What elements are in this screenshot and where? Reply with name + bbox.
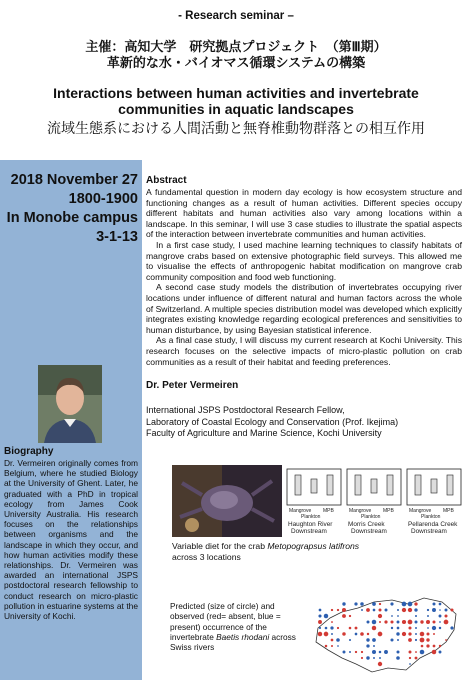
occurrence-present-dot — [420, 650, 425, 655]
occurrence-present-dot — [427, 615, 429, 617]
occurrence-present-dot — [331, 633, 333, 635]
occurrence-absent-dot — [342, 608, 346, 612]
occurrence-absent-dot — [426, 632, 429, 635]
occurrence-absent-dot — [420, 632, 425, 637]
occurrence-present-dot — [355, 633, 358, 636]
occurrence-absent-dot — [337, 609, 339, 611]
occurrence-absent-dot — [414, 602, 417, 605]
occurrence-absent-dot — [349, 627, 352, 630]
occurrence-absent-dot — [337, 627, 339, 629]
box-plot — [327, 475, 333, 495]
occurrence-present-dot — [336, 638, 340, 642]
occurrence-absent-dot — [408, 638, 412, 642]
occurrence-present-dot — [379, 651, 382, 654]
diet-caption-species: Metopograpsus latifrons — [267, 541, 360, 551]
organizer-line: 主催：高知大学 研究拠点プロジェクト （第Ⅲ期） — [85, 39, 387, 54]
occurrence-present-dot — [342, 602, 345, 605]
occurrence-absent-dot — [384, 620, 387, 623]
occurrence-absent-dot — [433, 645, 436, 648]
occurrence-present-dot — [373, 657, 375, 659]
occurrence-present-dot — [379, 657, 381, 659]
panel-label-mpb: MPB — [383, 508, 394, 514]
occurrence-present-dot — [409, 663, 411, 665]
occurrence-absent-dot — [360, 632, 364, 636]
occurrence-present-dot — [337, 645, 339, 647]
switzerland-occurrence-map — [308, 588, 464, 678]
panel-label-plankton: Plankton — [301, 514, 321, 520]
occurrence-present-dot — [319, 609, 322, 612]
panel-position: Downstream — [351, 528, 387, 535]
occurrence-present-dot — [391, 627, 393, 629]
occurrence-present-dot — [319, 627, 321, 629]
occurrence-present-dot — [372, 638, 376, 642]
occurrence-present-dot — [349, 651, 351, 653]
occurrence-absent-dot — [420, 638, 425, 643]
occurrence-present-dot — [415, 639, 417, 641]
occurrence-absent-dot — [378, 662, 382, 666]
occurrence-absent-dot — [378, 614, 382, 618]
occurrence-absent-dot — [390, 620, 393, 623]
occurrence-present-dot — [397, 609, 399, 611]
occurrence-present-dot — [390, 602, 393, 605]
affiliation-line: Laboratory of Coastal Ecology and Conservation (Prof. Ikejima) — [146, 416, 399, 427]
abstract-heading: Abstract — [146, 175, 187, 186]
title-english: Interactions between human activities and invertebrate communities in aquatic landscapes — [53, 85, 419, 117]
occurrence-absent-dot — [349, 615, 351, 617]
biography-text: Dr. Vermeiren originally comes from Belgium, where he studied Biology at the University of Ghent. Later, he graduated with a PhD in tropical ecology from James Cook University Australia. His research focuses on the relationships between organisms and the landscape in which they occur, and how human activities modify these relationships. Dr. Vermeiren was awarded an international JSPS postdoctoral research fellowship to conduct research on micro-plastic pollution in estuarine systems at the University of Kochi. — [4, 458, 138, 622]
occurrence-present-dot — [397, 627, 400, 630]
occurrence-present-dot — [415, 615, 417, 617]
occurrence-absent-dot — [331, 645, 333, 647]
occurrence-absent-dot — [379, 621, 381, 623]
occurrence-present-dot — [432, 602, 435, 605]
occurrence-present-dot — [372, 602, 376, 606]
occurrence-present-dot — [414, 620, 417, 623]
abstract-paragraph: A second case study models the distribution of invertebrates occupying river locations under influence of different natural and human factors across the whole of Switzerland. A multiple species distribution model was developed which explicitly integrates existing knowledge regarding ecological preferences and sensitivities to human disturbance, by using Bayesian statistical inference. — [146, 282, 462, 335]
occurrence-present-dot — [391, 615, 393, 617]
occurrence-present-dot — [439, 651, 442, 654]
occurrence-present-dot — [390, 638, 393, 641]
occurrence-absent-dot — [379, 603, 381, 605]
occurrence-absent-dot — [421, 645, 424, 648]
occurrence-present-dot — [318, 614, 321, 617]
occurrence-present-dot — [343, 651, 346, 654]
occurrence-present-dot — [384, 608, 387, 611]
occurrence-present-dot — [396, 650, 399, 653]
occurrence-present-dot — [396, 632, 399, 635]
speaker-photo — [38, 365, 102, 443]
occurrence-absent-dot — [439, 645, 441, 647]
panel-position: Downstream — [411, 528, 447, 535]
speaker-name: Dr. Peter Vermeiren — [146, 380, 239, 391]
occurrence-present-dot — [414, 608, 417, 611]
occurrence-present-dot — [360, 602, 363, 605]
occurrence-absent-dot — [444, 614, 447, 617]
occurrence-present-dot — [325, 627, 328, 630]
occurrence-absent-dot — [361, 651, 363, 653]
affiliation-line: International JSPS Postdoctoral Research Fellow, — [146, 405, 345, 415]
occurrence-absent-dot — [378, 632, 383, 637]
occurrence-absent-dot — [372, 626, 376, 630]
occurrence-absent-dot — [367, 633, 369, 635]
occurrence-present-dot — [439, 615, 442, 618]
occurrence-absent-dot — [432, 650, 436, 654]
occurrence-absent-dot — [432, 620, 435, 623]
occurrence-present-dot — [439, 609, 441, 611]
occurrence-present-dot — [450, 626, 453, 629]
box-plot — [387, 475, 393, 495]
speaker-affiliation — [146, 405, 466, 440]
map-caption-text-end: across Swiss rivers — [170, 631, 296, 653]
occurrence-present-dot — [366, 620, 369, 623]
diet-panel — [287, 469, 341, 535]
abstract-paragraph: A fundamental question in modern day ecology is how ecosystem structure and functioning changes as a result of human activities. Different species occupy different habitats and human activities also vary among locations within a landscape. In this seminar, I will use 3 case studies to illustrate the spatial aspects of the interaction between invertebrate communities and human activities. — [146, 187, 462, 240]
occurrence-present-dot — [439, 621, 441, 623]
occurrence-present-dot — [372, 650, 376, 654]
occurrence-present-dot — [397, 639, 399, 641]
panel-label-mangrove: Mangrove — [409, 508, 432, 514]
occurrence-absent-dot — [325, 645, 328, 648]
diet-panel — [407, 469, 461, 535]
occurrence-present-dot — [444, 608, 447, 611]
occurrence-present-dot — [397, 615, 399, 617]
occurrence-absent-dot — [415, 657, 418, 660]
panel-site: Pellarenda Creek — [408, 521, 458, 528]
seminar-label: - Research seminar – — [178, 10, 294, 22]
occurrence-absent-dot — [355, 651, 357, 653]
affiliation-line: Faculty of Agriculture and Marine Science, Kochi University — [146, 428, 382, 438]
occurrence-present-dot — [439, 627, 441, 629]
panel-label-mpb: MPB — [323, 508, 334, 514]
map-caption-text: Predicted (size of circle) and observed (red= absent, blue = present) occurrence of the invertebrate — [170, 601, 281, 642]
occurrence-absent-dot — [342, 632, 345, 635]
occurrence-present-dot — [366, 638, 369, 641]
occurrence-absent-dot — [426, 638, 429, 641]
map-caption-species: Baetis rhodani — [216, 631, 270, 642]
occurrence-absent-dot — [366, 608, 370, 612]
diet-caption — [172, 541, 462, 562]
occurrence-absent-dot — [331, 609, 333, 611]
diet-diagram — [285, 465, 465, 537]
box-plot — [311, 479, 317, 493]
occurrence-absent-dot — [324, 632, 329, 637]
occurrence-present-dot — [402, 602, 407, 607]
biography-heading: Biography — [4, 446, 54, 457]
abstract-paragraph: As a final case study, I will discuss my current research at Kochi University. This research focuses on the selective impacts of micro-plastic pollution on crab communities as a result of their habitat and feeding preferences. — [146, 335, 462, 367]
box-plot — [371, 479, 377, 493]
occurrence-absent-dot — [445, 639, 447, 641]
diet-caption-suffix: across 3 locations — [172, 551, 241, 562]
event-room: 3-1-13 — [96, 229, 138, 245]
occurrence-absent-dot — [444, 620, 449, 625]
panel-label-mpb: MPB — [443, 508, 454, 514]
occurrence-present-dot — [366, 656, 369, 659]
occurrence-absent-dot — [402, 620, 406, 624]
title-japanese: 流域生態系における人間活動と無脊椎動物群落との相互作用 — [47, 120, 425, 136]
occurrence-present-dot — [439, 603, 442, 606]
occurrence-absent-dot — [409, 657, 411, 659]
occurrence-present-dot — [408, 602, 413, 607]
box-plot — [431, 479, 437, 493]
box-plot — [355, 475, 361, 495]
occurrence-absent-dot — [378, 608, 381, 611]
event-time: 1800-1900 — [68, 191, 138, 207]
occurrence-absent-dot — [361, 657, 363, 659]
panel-label-plankton: Plankton — [421, 514, 441, 520]
occurrence-absent-dot — [318, 632, 322, 636]
panel-position: Downstream — [291, 528, 327, 535]
occurrence-present-dot — [324, 614, 328, 618]
diet-panel — [347, 469, 401, 535]
project-line: 革新的な水・バイオマス循環システムの構築 — [106, 55, 366, 70]
occurrence-present-dot — [397, 621, 400, 624]
crab-photo — [172, 465, 282, 537]
occurrence-present-dot — [427, 609, 429, 611]
occurrence-absent-dot — [408, 632, 411, 635]
occurrence-present-dot — [432, 626, 436, 630]
occurrence-present-dot — [432, 608, 436, 612]
occurrence-absent-dot — [355, 627, 358, 630]
panel-label-plankton: Plankton — [361, 514, 381, 520]
occurrence-absent-dot — [415, 651, 417, 653]
occurrence-present-dot — [330, 626, 333, 629]
panel-site: Morris Creek — [348, 521, 385, 528]
occurrence-absent-dot — [408, 608, 412, 612]
occurrence-absent-dot — [420, 620, 423, 623]
occurrence-absent-dot — [408, 620, 413, 625]
box-plot — [295, 475, 301, 495]
panel-site: Haughton River — [288, 521, 333, 528]
occurrence-present-dot — [415, 627, 417, 629]
occurrence-present-dot — [415, 633, 417, 635]
abstract-body — [146, 187, 462, 367]
occurrence-absent-dot — [409, 651, 412, 654]
occurrence-present-dot — [366, 644, 369, 647]
occurrence-absent-dot — [402, 632, 406, 636]
occurrence-present-dot — [361, 609, 363, 611]
panel-label-mangrove: Mangrove — [349, 508, 372, 514]
occurrence-absent-dot — [408, 626, 411, 629]
occurrence-present-dot — [427, 627, 429, 629]
occurrence-present-dot — [373, 645, 375, 647]
event-place: In Monobe campus — [6, 210, 138, 226]
occurrence-absent-dot — [402, 608, 406, 612]
panel-label-mangrove: Mangrove — [289, 508, 312, 514]
occurrence-present-dot — [396, 656, 400, 660]
occurrence-absent-dot — [342, 614, 346, 618]
occurrence-present-dot — [354, 602, 357, 605]
abstract-paragraph: In a first case study, I used machine learning techniques to classify habitats of mangrove crabs based on extensive photographic field surveys. This allowed me to visualise the effects of anthropogenic habitat modification on mangrove crab community composition and food web functioning. — [146, 239, 462, 282]
event-date: 2018 November 27 — [10, 172, 138, 188]
map-caption — [170, 601, 302, 652]
occurrence-absent-dot — [433, 633, 435, 635]
occurrence-present-dot — [349, 639, 351, 641]
occurrence-absent-dot — [331, 639, 334, 642]
occurrence-present-dot — [373, 609, 376, 612]
occurrence-present-dot — [384, 650, 388, 654]
diet-caption-prefix: Variable diet for the crab — [172, 541, 268, 551]
box-plot — [447, 475, 453, 495]
occurrence-absent-dot — [426, 644, 429, 647]
occurrence-absent-dot — [426, 620, 430, 624]
occurrence-absent-dot — [318, 620, 322, 624]
occurrence-present-dot — [372, 620, 376, 624]
occurrence-absent-dot — [331, 621, 333, 623]
occurrence-absent-dot — [450, 608, 453, 611]
box-plot — [415, 475, 421, 495]
